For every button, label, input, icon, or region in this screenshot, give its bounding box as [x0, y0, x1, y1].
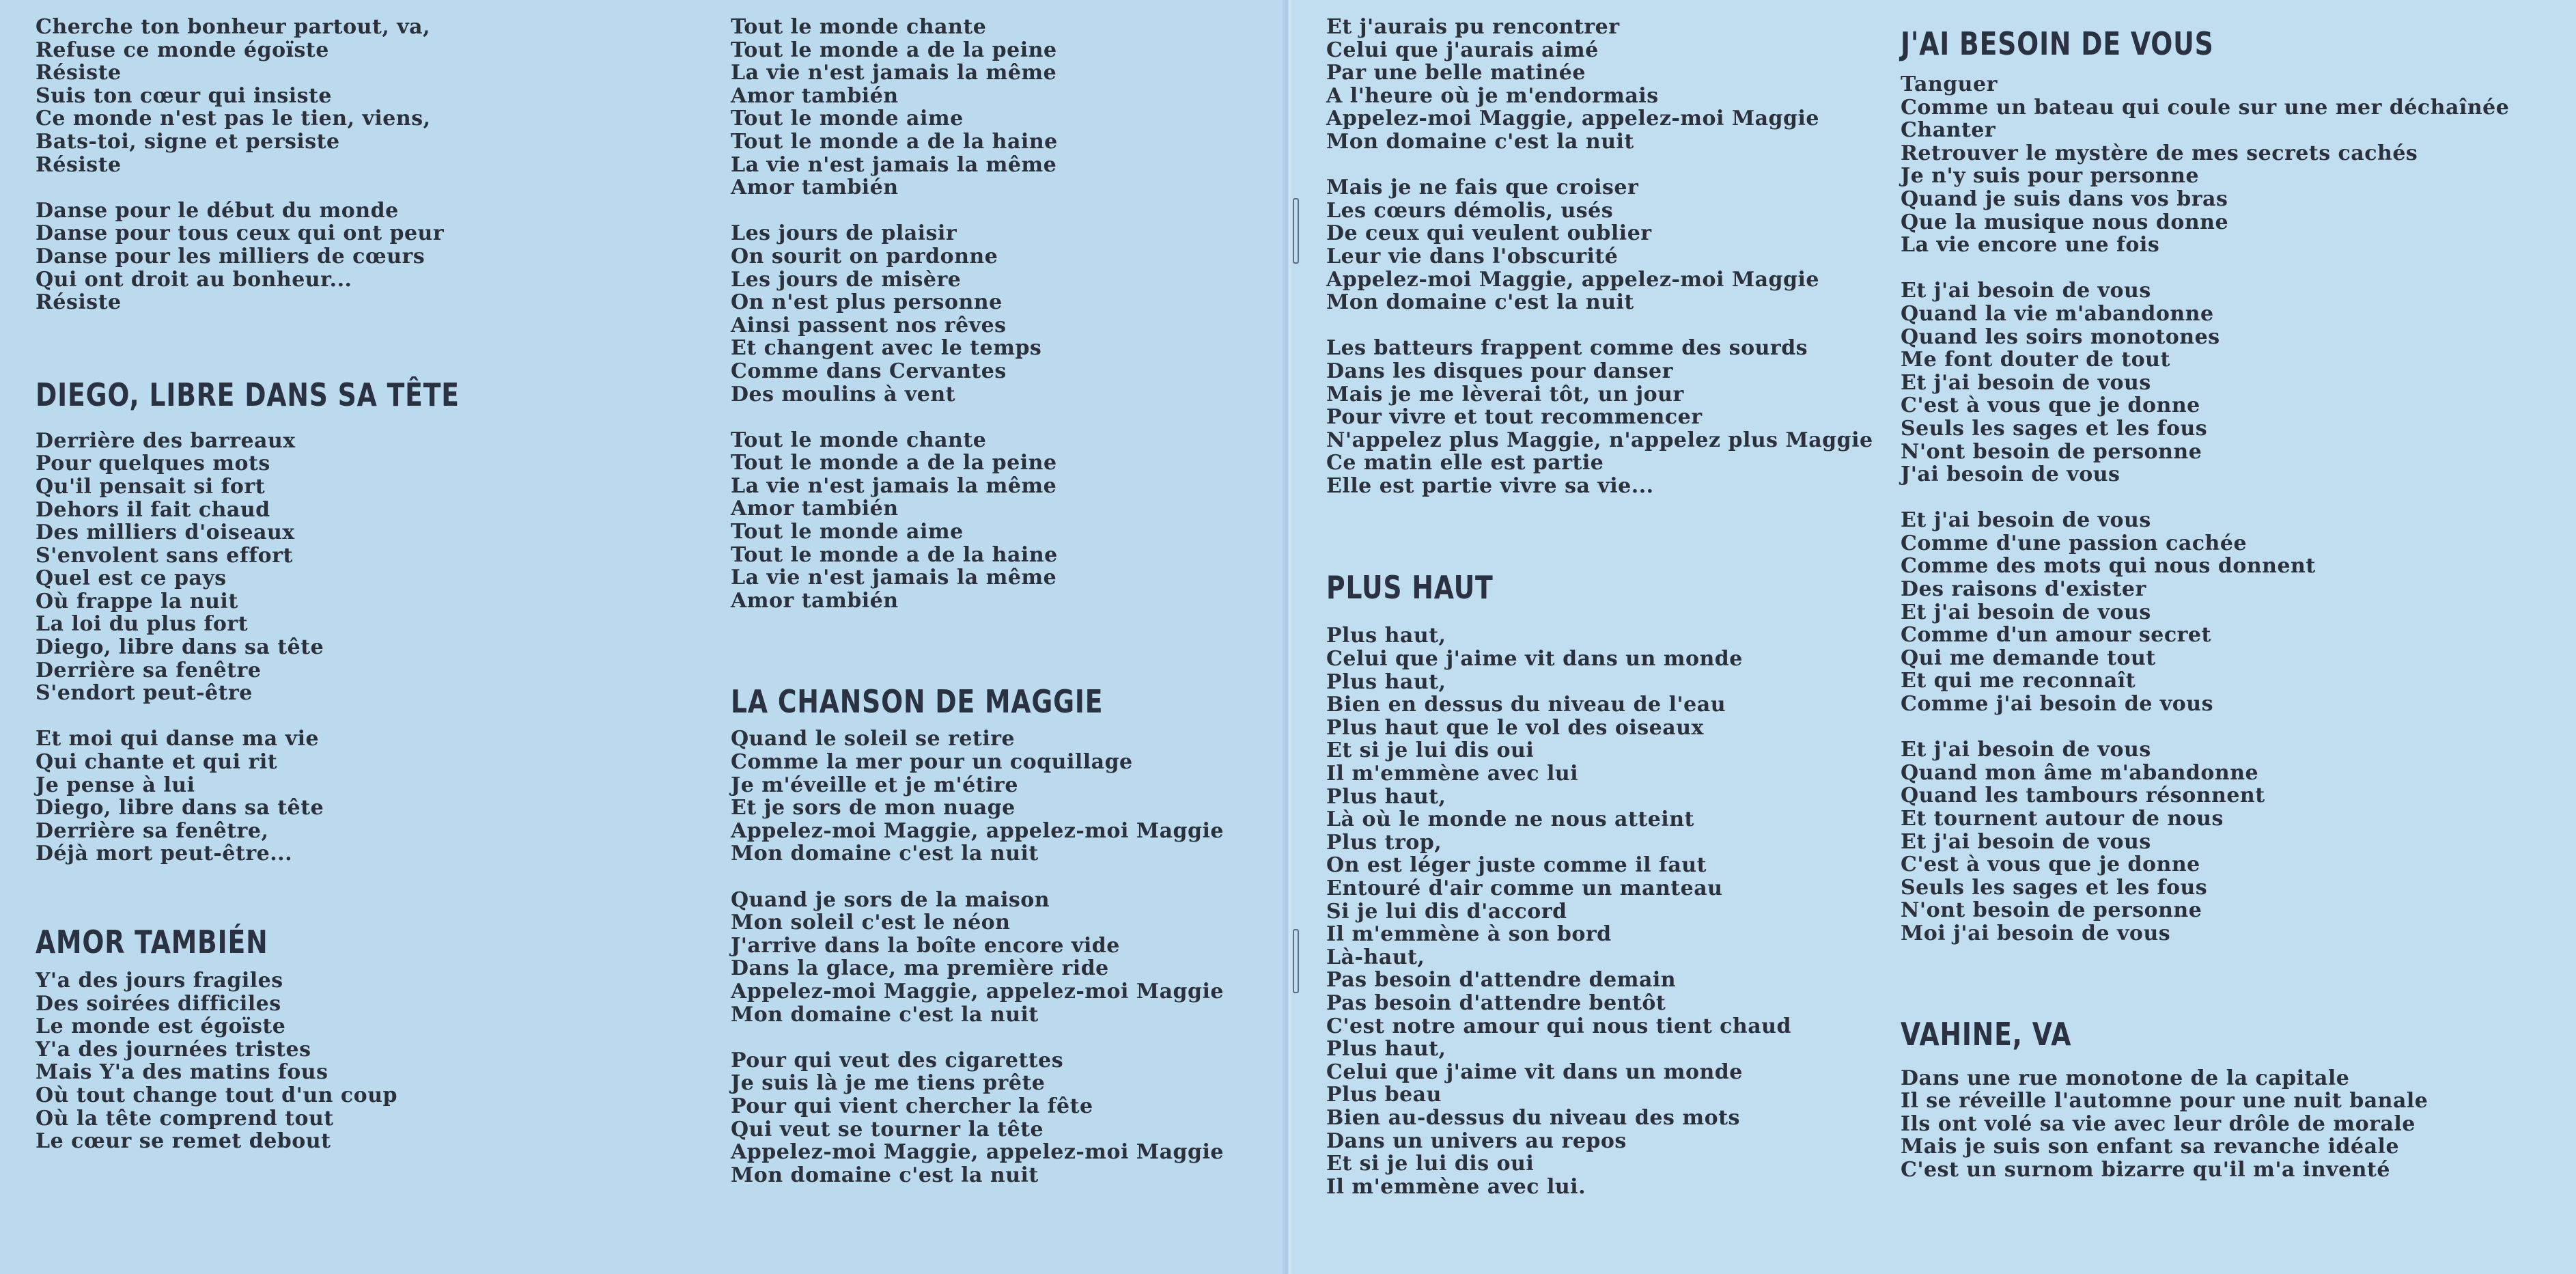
lyric-line: N'ont besoin de personne: [1901, 898, 2202, 923]
page-fold: [1283, 0, 1293, 1274]
lyric-line: Qui veut se tourner la tête: [731, 1117, 1044, 1141]
lyric-line: Et j'ai besoin de vous: [1901, 370, 2151, 395]
lyric-line: Appelez-moi Maggie, appelez-moi Maggie: [731, 818, 1224, 843]
lyrics-block: [1901, 738, 2509, 945]
lyric-line: Par une belle matinée: [1326, 61, 1586, 85]
lyric-line: Pour vivre et tout recommencer: [1326, 405, 1703, 430]
lyric-line: Pour quelques mots: [36, 452, 270, 476]
lyric-line: Et j'ai besoin de vous: [1901, 508, 2151, 533]
lyric-line: Je suis là je me tiens prête: [731, 1071, 1046, 1096]
lyric-line: De ceux qui veulent oublier: [1326, 221, 1652, 246]
lyric-line: Et j'ai besoin de vous: [1901, 738, 2151, 762]
lyric-line: Quand les tambours résonnent: [1901, 784, 2265, 808]
lyric-line: Pour qui vient chercher la fête: [731, 1094, 1093, 1118]
lyric-line: Tout le monde chante: [731, 428, 987, 452]
lyric-line: Bien en dessus du niveau de l'eau: [1326, 693, 1726, 717]
lyric-line: C'est à vous que je donne: [1901, 393, 2200, 418]
lyric-line: Quand mon âme m'abandonne: [1901, 760, 2259, 785]
lyrics-block: [1326, 624, 1873, 1198]
lyric-line: La vie n'est jamais la même: [731, 566, 1057, 590]
lyric-line: Quel est ce pays: [36, 566, 227, 591]
lyric-line: Tout le monde chante: [731, 15, 987, 39]
lyric-line: Derrière des barreaux: [36, 428, 296, 453]
lyric-line: Bats-toi, signe et persiste: [36, 129, 340, 154]
lyrics-block: [1326, 16, 1873, 154]
lyrics-block: [1901, 509, 2509, 715]
lyric-line: Et changent avec le temps: [731, 336, 1042, 361]
lyric-line: La vie encore une fois: [1901, 233, 2160, 258]
lyric-line: Dans les disques pour danser: [1326, 359, 1673, 383]
lyric-line: Pour qui veut des cigarettes: [731, 1048, 1064, 1072]
lyric-line: Résiste: [36, 152, 122, 177]
lyrics-block: [731, 429, 1224, 613]
lyric-line: Des moulins à vent: [731, 382, 956, 406]
lyric-line: La vie n'est jamais la même: [731, 473, 1057, 498]
lyric-line: Mais je me lèverai tôt, un jour: [1326, 382, 1684, 406]
lyric-line: Appelez-moi Maggie, appelez-moi Maggie: [1326, 267, 1819, 292]
lyric-line: Amor también: [731, 176, 899, 200]
lyric-line: Et j'ai besoin de vous: [1901, 829, 2151, 854]
lyric-line: Tout le monde aime: [731, 107, 964, 131]
lyric-line: Tout le monde aime: [731, 520, 964, 544]
lyric-line: Les jours de misère: [731, 267, 962, 292]
lyric-line: N'ont besoin de personne: [1901, 439, 2202, 464]
lyric-line: Diego, libre dans sa tête: [36, 796, 324, 820]
lyric-line: Ce matin elle est partie: [1326, 451, 1604, 475]
lyric-line: Me font douter de tout: [1901, 348, 2170, 372]
lyric-line: Il m'emmène à son bord: [1326, 922, 1612, 947]
lyric-line: Mon domaine c'est la nuit: [731, 1002, 1039, 1027]
lyric-line: Comme d'un amour secret: [1901, 623, 2211, 648]
lyric-line: Derrière sa fenêtre,: [36, 818, 269, 843]
lyric-line: La vie n'est jamais la même: [731, 152, 1057, 177]
lyric-line: Leur vie dans l'obscurité: [1326, 244, 1619, 268]
lyric-line: Des raisons d'exister: [1901, 577, 2146, 602]
lyric-line: Tanguer: [1901, 72, 1998, 96]
lyric-line: La loi du plus fort: [36, 612, 249, 637]
lyric-line: Celui que j'aime vit dans un monde: [1326, 1060, 1743, 1084]
column-4: [1901, 26, 2509, 1182]
lyric-line: Diego, libre dans sa tête: [36, 635, 324, 660]
lyric-line: Bien au-dessus du niveau des mots: [1326, 1105, 1740, 1130]
lyric-line: Déjà mort peut-être...: [36, 842, 293, 866]
lyric-line: Où la tête comprend tout: [36, 1106, 334, 1131]
lyric-line: Résiste: [36, 290, 122, 315]
column-1: [36, 16, 552, 1153]
lyric-line: Que la musique nous donne: [1901, 210, 2229, 234]
lyric-line: Elle est partie vivre sa vie...: [1326, 473, 1654, 498]
lyric-line: On sourit on pardonne: [731, 244, 998, 268]
lyric-line: Il m'emmène avec lui.: [1326, 1174, 1586, 1199]
lyric-line: Les cœurs démolis, usés: [1326, 198, 1614, 223]
lyric-line: Amor también: [731, 497, 899, 521]
lyric-line: Où tout change tout d'un coup: [36, 1083, 397, 1107]
lyric-line: Où frappe la nuit: [36, 589, 238, 613]
lyric-line: Mon domaine c'est la nuit: [731, 842, 1039, 866]
lyric-line: Plus haut,: [1326, 784, 1446, 809]
lyric-line: Refuse ce monde égoïste: [36, 38, 329, 62]
lyric-line: Le cœur se remet debout: [36, 1129, 331, 1154]
lyric-line: Retrouver le mystère de mes secrets cachés: [1901, 141, 2418, 165]
lyric-line: Comme la mer pour un coquillage: [731, 750, 1133, 775]
lyric-line: Suis ton cœur qui insiste: [36, 83, 332, 108]
lyric-line: Amor también: [731, 83, 899, 108]
lyric-line: Pas besoin d'attendre bentôt: [1326, 991, 1666, 1015]
lyric-line: Le monde est égoïste: [36, 1014, 286, 1039]
lyric-line: Derrière sa fenêtre: [36, 658, 262, 682]
lyric-line: Mon domaine c'est la nuit: [731, 1163, 1039, 1187]
lyrics-block: [731, 728, 1224, 866]
lyric-line: Amor también: [731, 588, 899, 613]
lyric-line: Et si je lui dis oui: [1326, 1152, 1535, 1176]
lyric-line: Dehors il fait chaud: [36, 497, 270, 522]
lyric-line: On n'est plus personne: [731, 290, 1003, 315]
lyrics-block: [36, 969, 552, 1153]
lyric-line: Qui ont droit au bonheur...: [36, 267, 352, 292]
lyric-line: Mais je suis son enfant sa revanche idéale: [1901, 1135, 2400, 1159]
lyric-line: Plus haut,: [1326, 624, 1446, 648]
lyric-line: Seuls les sages et les fous: [1901, 875, 2208, 900]
lyrics-block: [731, 1049, 1224, 1187]
song-title: VAHINE, VA: [1901, 1015, 2072, 1053]
lyrics-block: [36, 199, 552, 314]
lyric-line: Tout le monde a de la haine: [731, 542, 1058, 567]
lyric-line: Plus haut,: [1326, 669, 1446, 694]
lyric-line: Là où le monde ne nous atteint: [1326, 807, 1694, 832]
lyric-line: S'envolent sans effort: [36, 543, 293, 568]
lyric-line: Y'a des jours fragiles: [36, 969, 283, 993]
lyric-line: Moi j'ai besoin de vous: [1901, 921, 2171, 945]
song-title: LA CHANSON DE MAGGIE: [731, 683, 1104, 721]
lyrics-block: [36, 16, 552, 176]
lyrics-block: [1901, 1067, 2509, 1182]
lyric-line: Quand la vie m'abandonne: [1901, 301, 2214, 326]
lyric-line: Mon domaine c'est la nuit: [1326, 129, 1634, 154]
lyric-line: Tout le monde a de la haine: [731, 129, 1058, 154]
lyric-line: Danse pour le début du monde: [36, 198, 399, 223]
lyrics-block: [36, 728, 552, 866]
lyric-line: Ils ont volé sa vie avec leur drôle de morale: [1901, 1111, 2416, 1136]
lyrics-block: [1326, 337, 1873, 497]
lyric-line: J'arrive dans la boîte encore vide: [731, 933, 1120, 958]
lyrics-block: [1326, 176, 1873, 314]
lyrics-block: [731, 222, 1224, 406]
lyric-line: Comme des mots qui nous donnent: [1901, 554, 2316, 579]
staple-bottom: [1293, 929, 1299, 993]
lyric-line: C'est notre amour qui nous tient chaud: [1326, 1014, 1791, 1038]
lyric-line: Je m'éveille et je m'étire: [731, 773, 1018, 797]
lyric-line: Qui chante et qui rit: [36, 750, 278, 775]
lyric-line: Appelez-moi Maggie, appelez-moi Maggie: [1326, 107, 1819, 131]
lyric-line: Mon domaine c'est la nuit: [1326, 290, 1634, 315]
song-title: PLUS HAUT: [1326, 569, 1494, 607]
lyric-line: S'endort peut-être: [36, 681, 253, 706]
lyric-line: Celui que j'aurais aimé: [1326, 38, 1599, 62]
lyric-line: J'ai besoin de vous: [1901, 462, 2120, 487]
lyric-line: C'est un surnom bizarre qu'il m'a inventé: [1901, 1157, 2390, 1182]
lyric-line: Dans un univers au repos: [1326, 1128, 1627, 1153]
lyric-line: Je pense à lui: [36, 773, 195, 797]
lyrics-block: [731, 889, 1224, 1027]
lyric-line: Des soirées difficiles: [36, 991, 281, 1016]
staple-top: [1293, 198, 1299, 264]
lyric-line: Chanter: [1901, 118, 1996, 143]
column-3: [1326, 16, 1873, 1198]
lyric-line: Cherche ton bonheur partout, va,: [36, 15, 431, 39]
lyrics-block: [1901, 73, 2509, 257]
lyric-line: On est léger juste comme il faut: [1326, 853, 1707, 878]
lyric-line: Quand je sors de la maison: [731, 887, 1050, 912]
lyric-line: Mon soleil c'est le néon: [731, 911, 1011, 935]
lyric-line: Il se réveille l'automne pour une nuit banale: [1901, 1089, 2428, 1113]
lyric-line: Et tournent autour de nous: [1901, 807, 2224, 831]
lyric-line: Et moi qui danse ma vie: [36, 727, 320, 751]
lyric-line: Qui me demande tout: [1901, 646, 2156, 670]
lyric-line: Quand je suis dans vos bras: [1901, 186, 2228, 211]
lyrics-block: [36, 430, 552, 705]
lyric-line: Là-haut,: [1326, 945, 1425, 969]
song-title: AMOR TAMBIÉN: [36, 924, 268, 960]
lyric-line: Et j'ai besoin de vous: [1901, 279, 2151, 303]
lyric-line: La vie n'est jamais la même: [731, 61, 1057, 85]
lyric-line: Seuls les sages et les fous: [1901, 416, 2208, 441]
lyric-line: Ce monde n'est pas le tien, viens,: [36, 107, 431, 131]
lyric-line: Appelez-moi Maggie, appelez-moi Maggie: [731, 1140, 1224, 1165]
lyrics-block: [1901, 279, 2509, 486]
lyric-line: Comme un bateau qui coule sur une mer déchaînée: [1901, 95, 2510, 120]
lyric-line: Entouré d'air comme un manteau: [1326, 876, 1723, 900]
lyric-line: Et j'aurais pu rencontrer: [1326, 15, 1620, 39]
lyric-line: Tout le monde a de la peine: [731, 38, 1057, 62]
lyric-line: Dans la glace, ma première ride: [731, 956, 1109, 981]
lyric-line: Plus beau: [1326, 1083, 1442, 1107]
lyric-line: C'est à vous que je donne: [1901, 853, 2200, 877]
lyric-line: Pas besoin d'attendre demain: [1326, 968, 1677, 993]
lyric-line: Les jours de plaisir: [731, 221, 957, 246]
song-title: J'AI BESOIN DE VOUS: [1901, 25, 2214, 62]
lyric-line: Les batteurs frappent comme des sourds: [1326, 336, 1808, 361]
column-2: [731, 16, 1224, 1187]
lyric-line: Plus haut,: [1326, 1037, 1446, 1062]
lyric-line: Et si je lui dis oui: [1326, 738, 1535, 763]
lyric-line: Comme d'une passion cachée: [1901, 531, 2248, 555]
lyrics-block: [731, 16, 1224, 199]
lyric-line: Plus haut que le vol des oiseaux: [1326, 715, 1704, 740]
lyric-line: Des milliers d'oiseaux: [36, 521, 295, 545]
lyric-line: Appelez-moi Maggie, appelez-moi Maggie: [731, 979, 1224, 1003]
lyric-line: Celui que j'aime vit dans un monde: [1326, 647, 1743, 671]
lyric-line: Et qui me reconnaît: [1901, 669, 2136, 693]
lyric-line: Danse pour les milliers de cœurs: [36, 244, 425, 268]
song-title: DIEGO, LIBRE DANS SA TÊTE: [36, 376, 460, 413]
lyric-line: Plus trop,: [1326, 830, 1442, 855]
lyric-line: Je n'y suis pour personne: [1901, 164, 2200, 189]
lyric-line: Comme dans Cervantes: [731, 359, 1007, 383]
lyric-line: N'appelez plus Maggie, n'appelez plus Maggie: [1326, 428, 1873, 452]
lyric-line: Et je sors de mon nuage: [731, 796, 1016, 820]
lyric-line: Quand le soleil se retire: [731, 727, 1016, 751]
lyric-line: Résiste: [36, 61, 122, 85]
lyric-line: Comme j'ai besoin de vous: [1901, 692, 2213, 717]
lyric-line: Dans une rue monotone de la capitale: [1901, 1066, 2350, 1090]
lyric-line: Mais Y'a des matins fous: [36, 1060, 328, 1085]
lyric-line: Tout le monde a de la peine: [731, 451, 1057, 475]
lyric-line: Mais je ne fais que croiser: [1326, 176, 1639, 200]
lyric-line: Il m'emmène avec lui: [1326, 762, 1579, 786]
lyric-line: Danse pour tous ceux qui ont peur: [36, 221, 445, 246]
lyric-line: Y'a des journées tristes: [36, 1037, 311, 1062]
lyric-line: Si je lui dis d'accord: [1326, 899, 1567, 924]
lyric-line: Ainsi passent nos rêves: [731, 313, 1007, 337]
lyric-line: Qu'il pensait si fort: [36, 474, 266, 499]
lyric-line: Et j'ai besoin de vous: [1901, 600, 2151, 624]
lyric-line: Quand les soirs monotones: [1901, 324, 2220, 349]
lyric-line: A l'heure où je m'endormais: [1326, 83, 1659, 108]
